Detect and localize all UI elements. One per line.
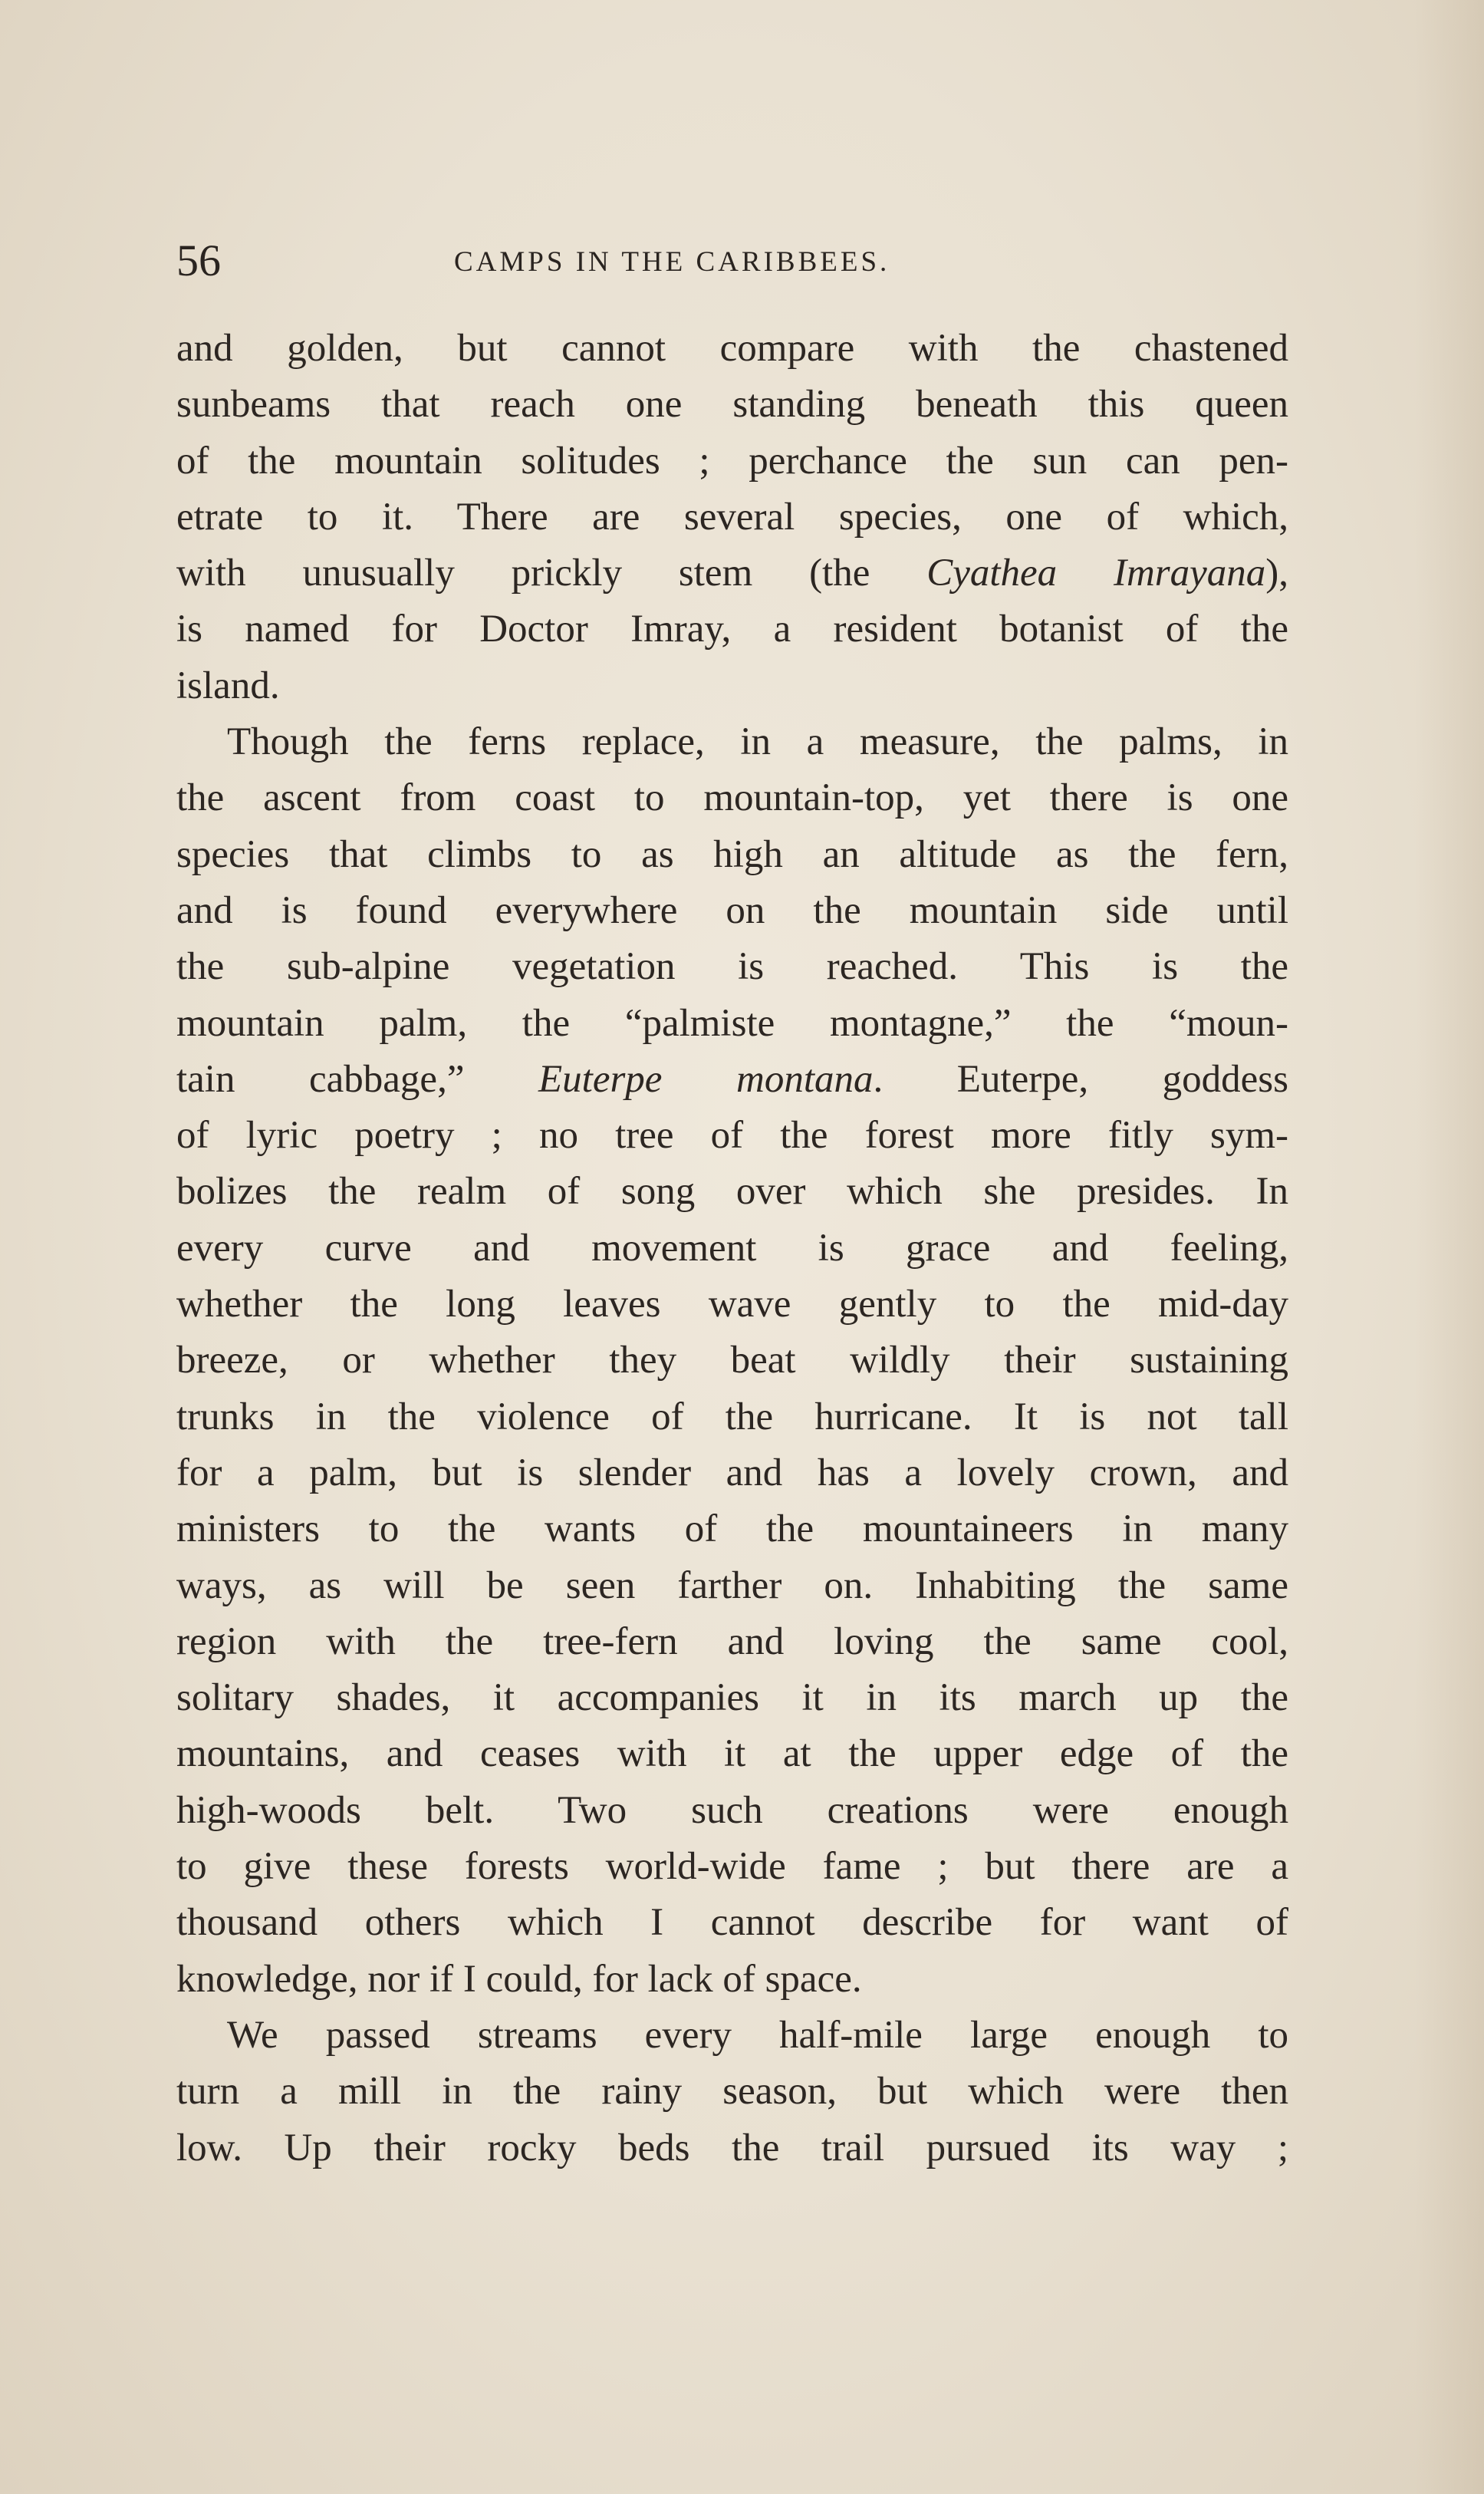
text-line: region with the tree-fern and loving the same cool,: [176, 1619, 1288, 1663]
text-line: of lyric poetry ; no tree of the forest more fitly sym-: [176, 1114, 1288, 1158]
text-line: We passed streams every half-mile large enough to: [227, 2013, 1288, 2057]
text-line: the sub-alpine vegetation is reached. This is the: [176, 945, 1288, 989]
text-line: for a palm, but is slender and has a lovely crown, and: [176, 1451, 1288, 1494]
text-line: is named for Doctor Imray, a resident botanist of the: [176, 608, 1288, 651]
text-line: of the mountain solitudes ; perchance the sun can pen-: [176, 439, 1288, 483]
text-line: sunbeams that reach one standing beneath this queen: [176, 383, 1288, 427]
text-line: [176, 1052, 1288, 1108]
running-head: CAMPS IN THE CARIBBEES.: [454, 246, 890, 278]
text-line: species that climbs to as high an altitude as the fern,: [176, 832, 1288, 876]
text-line: and golden, but cannot compare with the chastened: [176, 327, 1288, 370]
species-name-euterpe: Euterpe montana: [538, 1057, 874, 1101]
page-number: 56: [176, 236, 221, 285]
text-line: bolizes the realm of song over which she presides. In: [176, 1170, 1288, 1214]
text-line: the ascent from coast to mountain-top, yet there is one: [176, 776, 1288, 820]
body-text: [176, 321, 1288, 2176]
text-line: ministers to the wants of the mountaineers in many: [176, 1507, 1288, 1551]
page-header: [176, 230, 1288, 292]
text-line: whether the long leaves wave gently to the mid-day: [176, 1283, 1288, 1326]
text-line: thousand others which I cannot describe for want of: [176, 1901, 1288, 1945]
text-line: trunks in the violence of the hurricane. It is not tall: [176, 1395, 1288, 1438]
page-edge-shadow: [1415, 0, 1484, 2494]
text-line: solitary shades, it accompanies it in its march up the: [176, 1676, 1288, 1720]
text-run: . Euterpe, goddess: [873, 1057, 1288, 1101]
species-name-cyathea: Cyathea Imrayana: [926, 552, 1266, 595]
text-run: tain cabbage,”: [176, 1057, 538, 1101]
text-line: island.: [176, 664, 280, 707]
text-line: high-woods belt. Two such creations were enough: [176, 1788, 1288, 1832]
text-line: mountains, and ceases with it at the upper edge of the: [176, 1732, 1288, 1776]
text-run: ),: [1265, 552, 1289, 595]
text-line: ways, as will be seen farther on. Inhabiting the same: [176, 1563, 1288, 1607]
text-line: to give these forests world-wide fame ; but there are a: [176, 1845, 1288, 1889]
text-run: with unusually prickly stem (the: [176, 552, 927, 595]
text-line: [176, 545, 1288, 601]
text-line: knowledge, nor if I could, for lack of space.: [176, 1957, 862, 2001]
text-line: breeze, or whether they beat wildly their sustaining: [176, 1339, 1288, 1382]
text-line: every curve and movement is grace and feeling,: [176, 1226, 1288, 1270]
text-line: Though the ferns replace, in a measure, the palms, in: [227, 720, 1288, 764]
text-line: turn a mill in the rainy season, but which were then: [176, 2070, 1288, 2113]
text-line: low. Up their rocky beds the trail pursued its way ;: [176, 2126, 1288, 2169]
text-line: mountain palm, the “palmiste montagne,” the “moun-: [176, 1001, 1288, 1045]
text-line: etrate to it. There are several species, one of which,: [176, 495, 1288, 539]
text-line: and is found everywhere on the mountain side until: [176, 888, 1288, 932]
